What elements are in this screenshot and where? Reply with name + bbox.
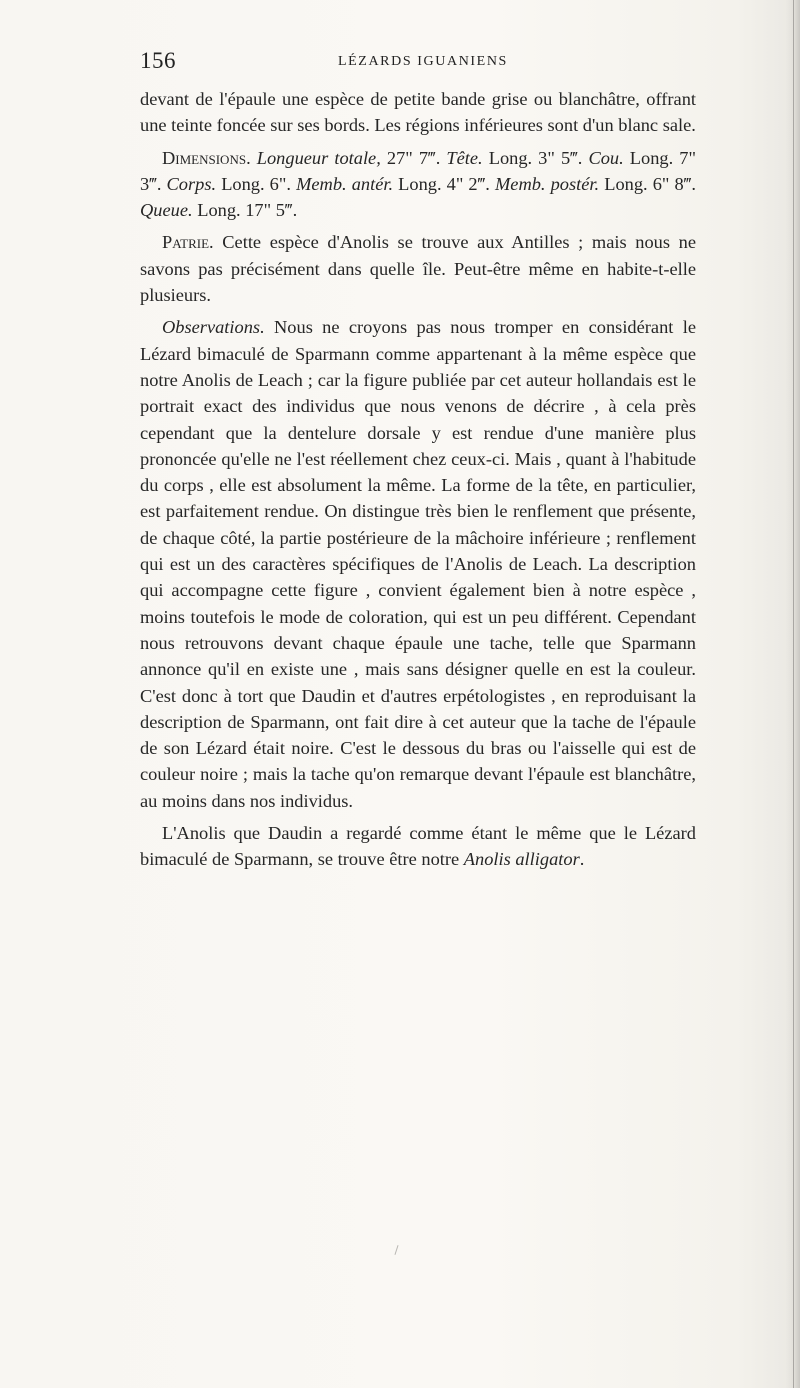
page-header	[140, 48, 692, 78]
dim-value: Long. 6".	[216, 173, 297, 194]
dim-term: Cou.	[588, 147, 624, 168]
dim-term: Memb. antér.	[296, 173, 394, 194]
paragraph-dimensions	[140, 145, 696, 224]
dim-value: Long. 3" 5‴.	[482, 147, 589, 168]
dim-term: Corps.	[166, 173, 217, 194]
binding-edge	[793, 0, 794, 1388]
patrie-label: Patrie.	[162, 232, 214, 253]
paragraph-conclusion	[140, 820, 696, 873]
dim-value: Long. 6" 8‴.	[599, 173, 696, 194]
stray-pencil-mark	[394, 1245, 398, 1255]
observations-text: Nous ne croyons pas nous tromper en considérant le Lézard bimaculé de Sparmann comme appartenant à la même espèce que notre Anolis de Leach ; car la figure publiée par cet auteur hollandais est le portrait exact des individus que nous venons de décrire , à cela près cependant que la dentelure dorsale y est rendue d'une manière plus prononcée qu'elle ne l'est réellement chez ceux-ci. Mais , quant à l'habitude du corps , elle est absolument la même. La forme de la tête, en particulier, est parfaitement rendue. On distingue très bien le renflement que présente, de chaque côté, la partie postérieure de la mâchoire inférieure ; renflement qui est un des caractères spécifiques de l'Anolis de Leach. La description qui accompagne cette figure , convient également bien à notre espèce , moins toutefois le mode de coloration, qui est un peu différent. Cependant nous retrouvons devant chaque épaule une tache, telle que Sparmann annonce qu'il en existe une , mais sans désigner quelle en est la couleur. C'est donc à tort que Daudin et d'autres erpétologistes , en reproduisant la description de Sparmann, ont fait dire à cet auteur que la tache de l'épaule de son Lézard était noire. C'est le dessous du bras ou l'aisselle qui est de couleur noire ; mais la tache qu'on remarque devant l'épaule est blanchâtre, au moins dans nos individus.	[140, 317, 696, 811]
dim-value: Long. 17" 5‴.	[192, 200, 298, 221]
dim-value: 27" 7‴.	[380, 147, 447, 168]
paragraph-patrie	[140, 229, 696, 308]
dim-value: Long. 4" 2‴.	[393, 173, 495, 194]
body-text	[140, 86, 696, 873]
paragraph-description-end: devant de l'épaule une espèce de petite bande grise ou blanchâtre, offrant une teinte foncée sur ses bords. Les régions inférieures sont d'un blanc sale.	[140, 89, 696, 136]
patrie-text: Cette espèce d'Anolis se trouve aux Antilles ; mais nous ne savons pas précisément dans quelle île. Peut-être même en habite-t-elle plusieurs.	[140, 232, 696, 306]
conclusion-text: L'Anolis que Daudin a regardé comme étant le même que le Lézard bimaculé de Sparmann, se trouve être notre	[140, 823, 696, 870]
dim-term: Memb. postér.	[494, 173, 600, 194]
conclusion-end: .	[579, 849, 585, 870]
page-number: 156	[140, 48, 176, 73]
species-name: Anolis alligator	[463, 849, 580, 870]
paragraph-observations	[140, 314, 696, 814]
running-head: LÉZARDS IGUANIENS	[338, 54, 508, 69]
dim-value: Long. 7" 3‴.	[140, 147, 696, 194]
dim-term: Queue.	[140, 200, 193, 221]
dimensions-label: Dimensions.	[162, 147, 251, 168]
observations-label: Observations.	[162, 317, 265, 338]
dim-term: Tête.	[446, 147, 483, 168]
dim-term: Longueur totale,	[256, 147, 381, 168]
